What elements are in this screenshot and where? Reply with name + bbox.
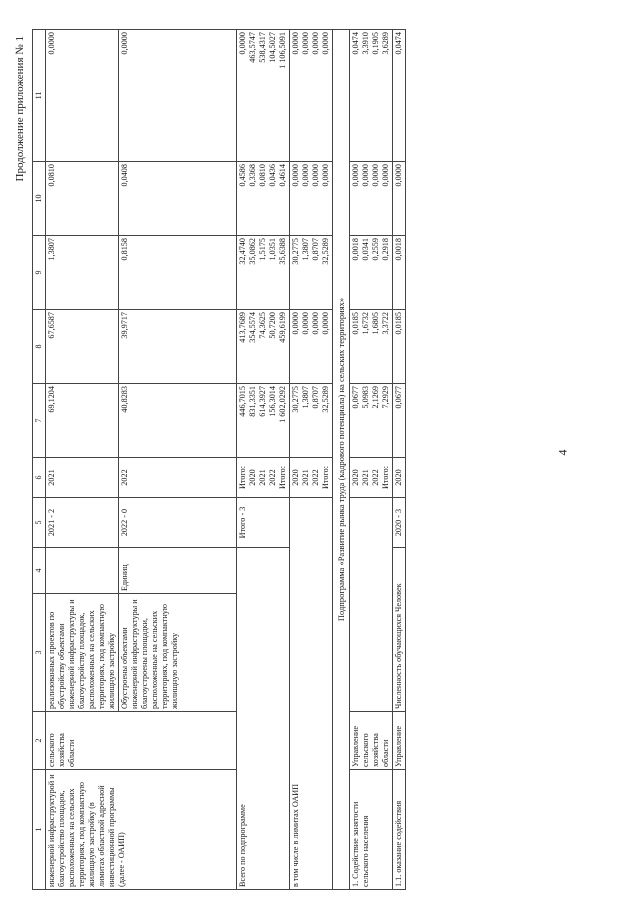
value-stack [290,384,333,458]
year-label: 2021 [301,469,310,486]
value: 0,0000 [291,312,300,335]
value: 1,6805 [371,312,380,335]
value: 0,0000 [238,32,247,55]
total-subprogram-row [237,30,290,890]
value: 1 106,5091 [278,32,287,69]
value-cell: 1,3807 [46,236,119,310]
value: 3,3910 [361,32,370,55]
value-stack [237,30,290,162]
value-stack [350,310,393,384]
value: 35,6388 [278,238,287,265]
value: 156,3014 [268,386,277,417]
value: 0,2559 [371,238,380,261]
year-label: 2021 [361,469,370,486]
year-label: Итого: [278,466,287,489]
activity-cell: инженерной инфраструктурой и благоустройство площадок, расположенных на сельских территориях, под компактную жилищную застройку (в лимитах областной адресной инвестиционной программы (далее - ОАИП) [46,770,237,890]
value: 0,0436 [268,164,277,187]
col-4: 4 [33,548,46,594]
col-6: 6 [33,458,46,498]
value-stack [237,236,290,310]
oaip-label: в том числе в лимитах ОАИП [290,498,333,890]
value-cell: 0,0474 [393,30,406,162]
col-8: 8 [33,310,46,384]
year-label: 2022 [371,469,380,486]
col-3: 3 [33,594,46,712]
plan-cell: 2021 - 2 [46,498,119,548]
value-cell: 0,0185 [393,310,406,384]
value: 7,2929 [381,386,390,409]
value-stack [350,30,393,162]
value-cell: 0,0677 [393,384,406,458]
col-7: 7 [33,384,46,458]
value-stack [237,310,290,384]
value-stack [290,310,333,384]
year-label: 2020 [291,469,300,486]
value: 463,5747 [248,32,257,63]
year-cell: 2021 [46,458,119,498]
value: 104,5027 [268,32,277,63]
value-cell: 0,8158 [119,236,237,310]
year-stack [237,458,290,498]
value: 413,7689 [238,312,247,343]
executor-cell: сельского хозяйства области [46,712,237,770]
value: 0,0000 [291,164,300,187]
value: 0,0000 [301,32,310,55]
activity-cell: 1. Содействие занятости сельского населения [350,770,393,890]
value: 0,0018 [351,238,360,261]
value: 0,0000 [361,164,370,187]
value: 0,0810 [258,164,267,187]
value: 0,0000 [321,312,330,335]
value: 0,0677 [351,386,360,409]
value: 74,3625 [258,312,267,339]
unit-cell [46,548,119,594]
value: 0,8707 [311,386,320,409]
value: 1,3807 [301,386,310,409]
executor-cell: Управление [393,712,406,770]
value: 32,4740 [238,238,247,265]
year-label: 2022 [268,469,277,486]
indicator-cell: Обустроены объектами инженерной инфраструктуры и благоустроены площадки, расположенные на сельских территориях, под компактную жилищную застройку [119,594,237,712]
col-11: 11 [33,30,46,162]
value-cell: 40,8283 [119,384,237,458]
caption: Продолжение приложения № 1 [14,36,26,182]
table-row [350,30,393,890]
value-stack [237,162,290,236]
year-label: 2020 [248,469,257,486]
value: 0,8707 [311,238,320,261]
value: 0,0000 [311,164,320,187]
value: 50,7200 [268,312,277,339]
value-cell: 0,0408 [119,162,237,236]
year-label: 2021 [258,469,267,486]
value: 1,3807 [301,238,310,261]
col-1: 1 [33,770,46,890]
value-stack [350,384,393,458]
plan-cell: 2020 - 3 [393,498,406,548]
activity-cell: 1.1. оказание содействия [393,770,406,890]
subprogram-title-row [333,30,350,890]
value: 0,0000 [351,164,360,187]
value: 1,5175 [258,238,267,261]
indicator-cell: Численность обучающихся Человек [393,548,406,712]
value-cell: 0,0000 [393,162,406,236]
total-plan: Итого - 3 [237,498,290,548]
value: 0,1905 [371,32,380,55]
col-9: 9 [33,236,46,310]
col-5: 5 [33,498,46,548]
value-stack [237,384,290,458]
program-table [32,29,406,890]
year-stack [350,458,393,498]
header-row [33,30,46,890]
page-number: 4 [555,449,570,456]
year-label: Итого: [321,466,330,489]
value: 0,2918 [381,238,390,261]
value: 446,7015 [238,386,247,417]
empty-cell [350,498,393,712]
unit-cell: Единиц [119,548,237,594]
value: 0,0474 [351,32,360,55]
value-stack [290,162,333,236]
value-cell: 0,0000 [46,30,119,162]
value: 0,4586 [238,164,247,187]
value: 1 602,0292 [278,386,287,423]
value: 1,0351 [268,238,277,261]
year-stack [290,458,333,498]
value: 354,5574 [248,312,257,343]
col-10: 10 [33,162,46,236]
year-cell: 2022 [119,458,237,498]
value: 30,2775 [291,238,300,265]
value: 35,0862 [248,238,257,265]
indicator-cell: реализованных проектов по обустройству объектами инженерной инфраструктуры и благоустройству площадок, расположенных на сельских территориях, под компактную жилищную застройку [46,594,119,712]
year-label: Итого: [238,466,247,489]
value: 2,1269 [371,386,380,409]
value-cell: 69,1204 [46,384,119,458]
value: 1,6732 [361,312,370,335]
executor-cell: Управление сельского хозяйства области [350,712,393,770]
table-row [393,30,406,890]
value: 0,0341 [361,238,370,261]
value: 0,0000 [301,312,310,335]
value-cell: 0,0810 [46,162,119,236]
value: 0,0000 [321,32,330,55]
value-stack [290,236,333,310]
col-2: 2 [33,712,46,770]
value-cell: 67,6587 [46,310,119,384]
value: 32,5289 [321,238,330,265]
year-cell: 2020 [393,458,406,498]
total-label: Всего по подпрограмме [237,548,290,890]
value-cell: 0,0018 [393,236,406,310]
value: 0,0000 [311,312,320,335]
value: 0,0000 [381,164,390,187]
value: 0,0000 [321,164,330,187]
value-cell: 39,9717 [119,310,237,384]
plan-cell: 2022 - 0 [119,498,237,548]
table-row [46,30,119,890]
value-stack [290,30,333,162]
value-stack [350,162,393,236]
value-stack [350,236,393,310]
value: 538,4317 [258,32,267,63]
year-label: 2022 [311,469,320,486]
value: 459,6199 [278,312,287,343]
value: 0,0000 [291,32,300,55]
rotated-page [14,30,629,890]
value: 30,2775 [291,386,300,413]
value: 0,0000 [311,32,320,55]
value: 3,3722 [381,312,390,335]
value: 0,4614 [278,164,287,187]
year-label: Итого: [381,466,390,489]
value: 32,5289 [321,386,330,413]
value-cell: 0,0000 [119,30,237,162]
value: 614,3927 [258,386,267,417]
value: 831,3351 [248,386,257,417]
value: 0,0000 [371,164,380,187]
value: 3,6289 [381,32,390,55]
value: 0,0000 [301,164,310,187]
oaip-row [290,30,333,890]
value: 0,0185 [351,312,360,335]
year-label: 2020 [351,469,360,486]
subprogram-title: Подпрограмма «Развитие рынка труда (кадрового потенциала) на сельских территориях» [333,30,350,890]
value: 0,3368 [248,164,257,187]
value: 5,0983 [361,386,370,409]
